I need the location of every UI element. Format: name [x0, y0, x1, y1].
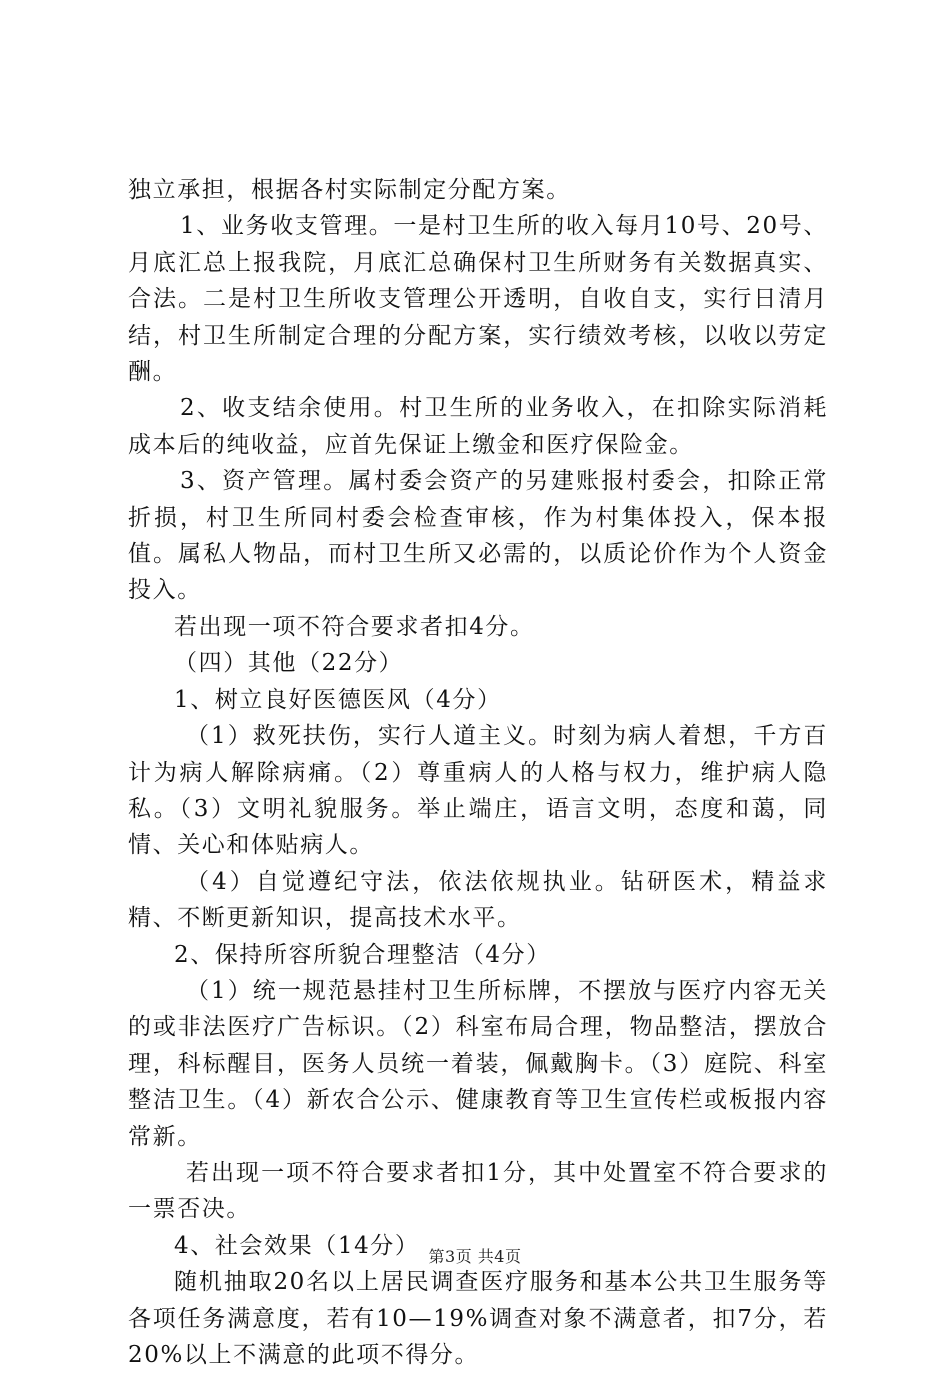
paragraph-business-income-management: 1、业务收支管理。一是村卫生所的收入每月10号、20号、月底汇总上报我院，月底汇总确保村卫生所财务有关数据真实、合法。二是村卫生所收支管理公开透明，自收自支，实行日清月结，村卫生所制定合理的分配方案，实行绩效考核，以收以劳定酬。	[128, 213, 828, 386]
subheading-social-effect: 4、社会效果（14分）	[174, 1232, 420, 1259]
paragraph-appearance-items: （1）统一规范悬挂村卫生所标牌，不摆放与医疗内容无关的或非法医疗广告标识。（2）科室布局合理，物品整洁，摆放合理，科标醒目，医务人员统一着装，佩戴胸卡。（3）庭院、科室整洁卫生。（4）新农合公示、健康教育等卫生宣传栏或板报内容常新。	[128, 977, 828, 1150]
page-number-footer: 第3页 共4页	[428, 1247, 522, 1266]
paragraph-satisfaction-survey: 随机抽取20名以上居民调查医疗服务和基本公共卫生服务等各项任务满意度，若有10—19%调查对象不满意者，扣7分，若20%以上不满意的此项不得分。	[128, 1269, 828, 1368]
document-body	[128, 172, 828, 1373]
paragraph-surplus-use: 2、收支结余使用。村卫生所的业务收入，在扣除实际消耗成本后的纯收益，应首先保证上缴金和医疗保险金。	[128, 395, 828, 458]
paragraph-ethics-item-4: （4）自觉遵纪守法，依法依规执业。钻研医术，精益求精、不断更新知识，提高技术水平。	[128, 868, 828, 932]
paragraph-deduction-1: 若出现一项不符合要求者扣1分，其中处置室不符合要求的一票否决。	[128, 1159, 828, 1223]
subheading-appearance: 2、保持所容所貌合理整洁（4分）	[174, 941, 551, 968]
subheading-medical-ethics: 1、树立良好医德医风（4分）	[174, 686, 502, 713]
paragraph-deduction-4: 若出现一项不符合要求者扣4分。	[174, 613, 535, 640]
section-heading-other: （四）其他（22分）	[174, 650, 404, 677]
paragraph-continuation: 独立承担，根据各村实际制定分配方案。	[128, 177, 571, 203]
paragraph-asset-management: 3、资产管理。属村委会资产的另建账报村委会，扣除正常折损，村卫生所同村委会检查审核，作为村集体投入，保本报值。属私人物品，而村卫生所又必需的，以质论价作为个人资金投入。	[128, 468, 828, 604]
paragraph-ethics-items: （1）救死扶伤，实行人道主义。时刻为病人着想，千方百计为病人解除病痛。（2）尊重病人的人格与权力，维护病人隐私。（3）文明礼貌服务。举止端庄，语言文明，态度和蔼，同情、关心和体贴病人。	[128, 723, 828, 859]
